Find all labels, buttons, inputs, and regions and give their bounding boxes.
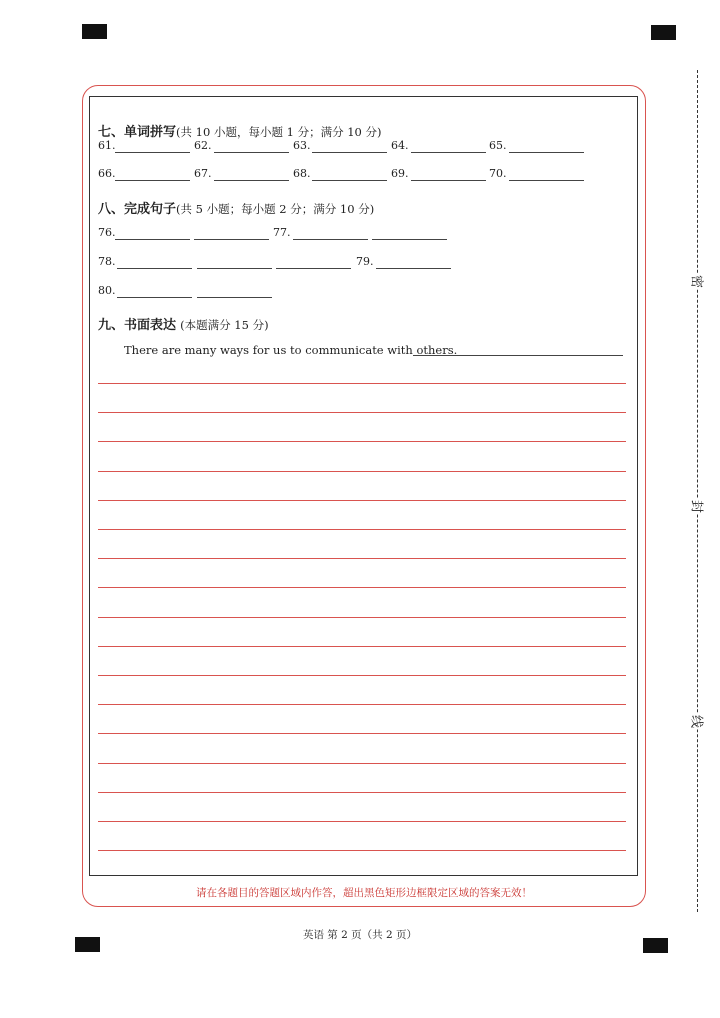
answer-blank[interactable] xyxy=(372,239,447,240)
question-number: 78. xyxy=(98,255,116,268)
writing-line[interactable] xyxy=(98,558,626,559)
registration-mark-top-right xyxy=(651,25,676,40)
seal-char-xian: 线 xyxy=(689,714,708,730)
writing-line[interactable] xyxy=(98,529,626,530)
question-number: 70. xyxy=(489,167,507,180)
answer-blank[interactable] xyxy=(376,268,451,269)
writing-prompt-blank[interactable] xyxy=(413,355,623,356)
section7-heading: 七、单词拼写 xyxy=(98,125,177,140)
question-number: 79. xyxy=(356,255,374,268)
answer-blank[interactable] xyxy=(312,180,387,181)
answer-blank[interactable] xyxy=(214,152,289,153)
answer-blank[interactable] xyxy=(115,180,190,181)
writing-line[interactable] xyxy=(98,704,626,705)
writing-line[interactable] xyxy=(98,383,626,384)
question-number: 61. xyxy=(98,139,116,152)
writing-line[interactable] xyxy=(98,587,626,588)
writing-line[interactable] xyxy=(98,763,626,764)
answer-blank[interactable] xyxy=(411,152,486,153)
answer-blank[interactable] xyxy=(293,239,368,240)
answer-blank[interactable] xyxy=(509,152,584,153)
answer-blank[interactable] xyxy=(115,239,190,240)
answer-blank[interactable] xyxy=(194,239,269,240)
section7-title xyxy=(98,121,382,140)
writing-line[interactable] xyxy=(98,500,626,501)
answer-blank[interactable] xyxy=(276,268,351,269)
question-number: 66. xyxy=(98,167,116,180)
answer-blank[interactable] xyxy=(312,152,387,153)
writing-line[interactable] xyxy=(98,617,626,618)
registration-mark-top-left xyxy=(82,24,107,39)
section7-note: (共 10 小题，每小题 1 分；满分 10 分) xyxy=(176,125,382,139)
question-number: 76. xyxy=(98,226,116,239)
writing-line[interactable] xyxy=(98,792,626,793)
section8-heading: 八、完成句子 xyxy=(98,202,177,217)
section8-title xyxy=(98,198,374,217)
section9-title xyxy=(98,314,269,333)
writing-line[interactable] xyxy=(98,441,626,442)
writing-line[interactable] xyxy=(98,412,626,413)
section9-heading: 九、书面表达 xyxy=(98,318,177,333)
writing-line[interactable] xyxy=(98,733,626,734)
section9-note: (本题满分 15 分) xyxy=(180,318,269,332)
answer-blank[interactable] xyxy=(509,180,584,181)
writing-line[interactable] xyxy=(98,675,626,676)
question-number: 62. xyxy=(194,139,212,152)
question-number: 80. xyxy=(98,284,116,297)
question-number: 77. xyxy=(273,226,291,239)
writing-line[interactable] xyxy=(98,821,626,822)
answer-blank[interactable] xyxy=(117,268,192,269)
answer-area-notice: 请在各题目的答题区域内作答，超出黑色矩形边框限定区域的答案无效！ xyxy=(196,887,532,899)
section8-note: (共 5 小题；每小题 2 分；满分 10 分) xyxy=(176,202,375,216)
writing-line[interactable] xyxy=(98,850,626,851)
question-number: 65. xyxy=(489,139,507,152)
question-number: 64. xyxy=(391,139,409,152)
page-footer: 英语 第 2 页（共 2 页） xyxy=(302,929,418,941)
seal-char-feng: 封 xyxy=(689,499,708,515)
question-number: 68. xyxy=(293,167,311,180)
question-number: 63. xyxy=(293,139,311,152)
answer-blank[interactable] xyxy=(197,268,272,269)
answer-blank[interactable] xyxy=(117,297,192,298)
answer-blank[interactable] xyxy=(197,297,272,298)
writing-prompt: There are many ways for us to communicate with others. xyxy=(124,343,458,357)
question-number: 69. xyxy=(391,167,409,180)
answer-blank[interactable] xyxy=(411,180,486,181)
answer-blank[interactable] xyxy=(115,152,190,153)
writing-line[interactable] xyxy=(98,646,626,647)
seal-char-mi: 密 xyxy=(689,274,708,290)
writing-line[interactable] xyxy=(98,471,626,472)
seal-dashed-line xyxy=(697,70,698,912)
answer-blank[interactable] xyxy=(214,180,289,181)
question-number: 67. xyxy=(194,167,212,180)
